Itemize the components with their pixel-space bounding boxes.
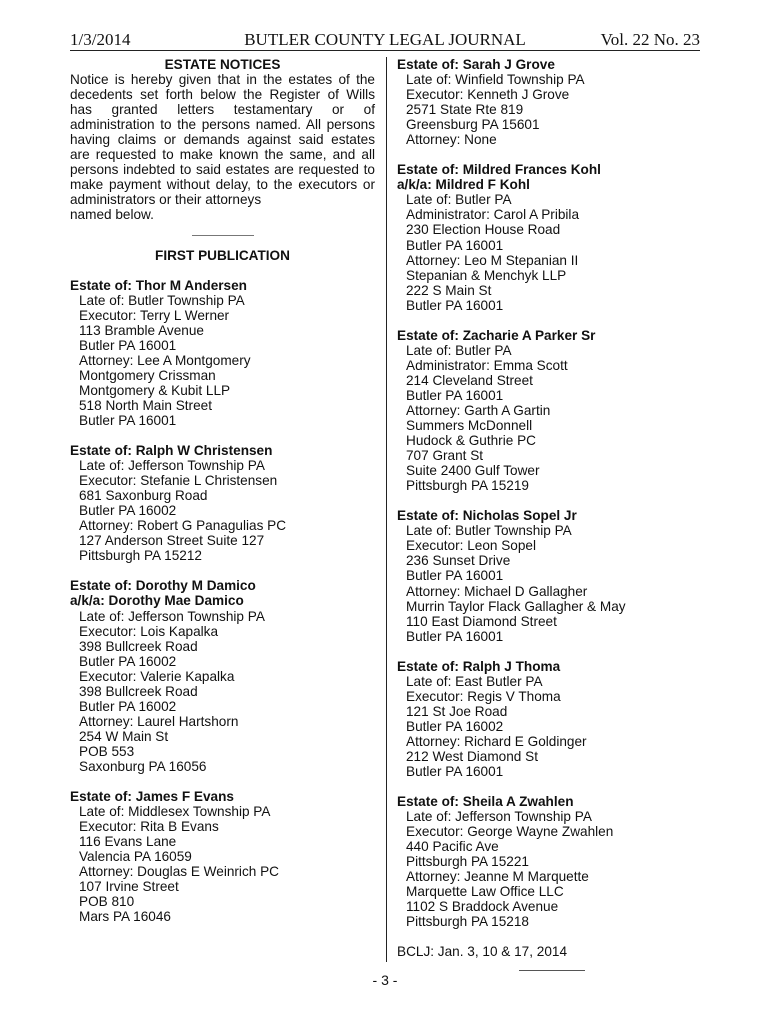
estate-detail-line: Attorney: Douglas E Weinrich PC	[79, 864, 279, 880]
estate-detail-line: Marquette Law Office LLC	[406, 884, 564, 900]
estate-entry	[70, 578, 375, 774]
estate-detail-line: 236 Sunset Drive	[406, 553, 511, 569]
estate-detail-line: Butler PA 16001	[406, 387, 504, 403]
estate-detail-line: Butler PA 16002	[79, 698, 177, 714]
estate-detail-line: Butler PA 16001	[406, 764, 504, 780]
estate-detail-line: Butler PA 16001	[79, 412, 177, 428]
estate-detail-line: Butler PA 16001	[406, 628, 504, 644]
estate-detail-line: Attorney: Garth A Gartin	[406, 402, 551, 418]
estate-entry	[397, 659, 703, 779]
estate-detail-line: Butler PA 16002	[79, 503, 177, 519]
page-header	[70, 30, 700, 51]
header-date: 1/3/2014	[70, 30, 131, 49]
estate-detail-line: 518 North Main Street	[79, 397, 212, 413]
estate-detail-line: Butler PA 16001	[406, 237, 504, 253]
estate-detail-line: Late of: Butler PA	[406, 192, 512, 208]
estate-detail-line: 110 East Diamond Street	[406, 613, 557, 629]
left-column	[70, 57, 375, 939]
estate-detail-line: 222 S Main St	[406, 282, 492, 298]
estate-detail-line: 230 Election House Road	[406, 222, 561, 238]
bclj-publication-dates: BCLJ: Jan. 3, 10 & 17, 2014	[397, 944, 568, 960]
estate-detail-line: Late of: Middlesex Township PA	[79, 804, 271, 820]
page-number: - 3 -	[372, 972, 398, 988]
estate-entry	[397, 162, 703, 312]
estate-detail-line: Executor: Stefanie L Christensen	[79, 473, 278, 489]
estate-detail-line: POB 810	[79, 894, 135, 910]
estate-detail-line: 254 W Main St	[79, 728, 169, 744]
estate-detail-line: Stepanian & Menchyk LLP	[406, 267, 567, 283]
estate-detail-line: Executor: Rita B Evans	[79, 819, 219, 835]
right-column	[397, 57, 703, 971]
estate-name: Estate of: Mildred Frances Kohl	[397, 162, 601, 178]
estate-detail-line: Executor: Valerie Kapalka	[79, 668, 235, 684]
estate-detail-line: Butler PA 16001	[79, 337, 177, 353]
notice-body-text: Notice is hereby given that in the estates of the decedents set forth below the Register of Wills has granted letters testamentary or of administration to the persons named. All persons having claims or demands against said estates are requested to make known the same, and all persons indebted to said estates are requested to make payment without delay, to the executors or administrators or their attorneys	[70, 72, 375, 208]
estate-detail-line: Pittsburgh PA 15221	[406, 854, 529, 870]
estate-detail-line: Administrator: Carol A Pribila	[406, 207, 580, 223]
estate-aka: a/k/a: Dorothy Mae Damico	[70, 593, 244, 609]
estate-detail-line: Late of: Butler PA	[406, 342, 512, 358]
estate-detail-line: 1102 S Braddock Avenue	[406, 899, 559, 915]
estate-detail-line: Pittsburgh PA 15219	[406, 478, 529, 494]
estate-name: Estate of: James F Evans	[70, 789, 234, 805]
estate-detail-line: Attorney: Richard E Goldinger	[406, 733, 587, 749]
estate-detail-line: 113 Bramble Avenue	[79, 322, 204, 338]
estate-entry	[70, 789, 375, 924]
estate-detail-line: POB 553	[79, 743, 135, 759]
estate-entry	[397, 57, 703, 147]
estate-detail-line: Late of: Butler Township PA	[406, 523, 572, 539]
estate-detail-line: Saxonburg PA 16056	[79, 758, 207, 774]
estate-detail-line: Attorney: None	[406, 132, 497, 148]
estate-detail-line: Late of: East Butler PA	[406, 673, 543, 689]
estate-detail-line: Late of: Butler Township PA	[79, 292, 245, 308]
estate-detail-line: Murrin Taylor Flack Gallagher & May	[406, 598, 626, 614]
notices-title: ESTATE NOTICES	[164, 57, 281, 72]
estate-detail-line: Pittsburgh PA 15212	[79, 548, 202, 564]
estate-entry	[70, 278, 375, 428]
estate-entry	[70, 443, 375, 563]
estate-detail-line: Attorney: Leo M Stepanian II	[406, 252, 579, 268]
right-estates-list	[397, 57, 703, 929]
estate-detail-line: Montgomery Crissman	[79, 367, 216, 383]
estate-detail-line: Mars PA 16046	[79, 909, 171, 925]
estate-detail-line: Montgomery & Kubit LLP	[79, 382, 231, 398]
estate-detail-line: Attorney: Laurel Hartshorn	[79, 713, 239, 729]
estate-entry	[397, 508, 703, 643]
estate-detail-line: 121 St Joe Road	[406, 703, 508, 719]
estate-entry	[397, 328, 703, 494]
estate-name: Estate of: Thor M Andersen	[70, 277, 247, 293]
estate-detail-line: 398 Bullcreek Road	[79, 638, 198, 654]
first-publication-heading: FIRST PUBLICATION	[155, 247, 290, 263]
estate-name: Estate of: Zacharie A Parker Sr	[397, 327, 596, 343]
estate-name: Estate of: Dorothy M Damico	[70, 578, 256, 594]
estate-name: Estate of: Sheila A Zwahlen	[397, 794, 574, 810]
estate-detail-line: Valencia PA 16059	[79, 849, 192, 865]
estate-detail-line: Suite 2400 Gulf Tower	[406, 463, 540, 479]
estate-detail-line: 440 Pacific Ave	[406, 839, 499, 855]
estate-detail-line: 127 Anderson Street Suite 127	[79, 533, 265, 549]
estate-detail-line: Attorney: Michael D Gallagher	[406, 583, 588, 599]
estate-detail-line: 107 Irvine Street	[79, 879, 179, 895]
column-divider	[386, 57, 387, 962]
estate-detail-line: Executor: George Wayne Zwahlen	[406, 824, 614, 840]
estate-detail-line: Executor: Terry L Werner	[79, 307, 230, 323]
estate-name: Estate of: Sarah J Grove	[397, 57, 555, 72]
estate-detail-line: Executor: Regis V Thoma	[406, 688, 561, 704]
estate-detail-line: Butler PA 16001	[406, 297, 504, 313]
estate-name: Estate of: Ralph J Thoma	[397, 658, 561, 674]
estate-detail-line: Summers McDonnell	[406, 418, 533, 434]
estate-detail-line: 116 Evans Lane	[79, 834, 177, 850]
left-estates-list	[70, 278, 375, 925]
estate-detail-line: Hudock & Guthrie PC	[406, 433, 536, 449]
journal-title: BUTLER COUNTY LEGAL JOURNAL	[244, 30, 526, 49]
estate-detail-line: Executor: Lois Kapalka	[79, 623, 219, 639]
estate-detail-line: Late of: Jefferson Township PA	[79, 608, 265, 624]
estate-detail-line: Butler PA 16002	[406, 718, 504, 734]
estate-detail-line: 707 Grant St	[406, 448, 484, 464]
estate-detail-line: Late of: Jefferson Township PA	[79, 458, 265, 474]
estate-detail-line: 212 West Diamond St	[406, 748, 538, 764]
estate-entry	[397, 794, 703, 929]
end-separator-line	[519, 970, 585, 971]
notice-body	[70, 72, 375, 222]
estate-name: Estate of: Ralph W Christensen	[70, 443, 273, 459]
estate-name: Estate of: Nicholas Sopel Jr	[397, 508, 577, 524]
estate-detail-line: Attorney: Robert G Panagulias PC	[79, 518, 287, 534]
estate-aka: a/k/a: Mildred F Kohl	[397, 177, 530, 193]
estate-detail-line: 214 Cleveland Street	[406, 372, 533, 388]
estate-detail-line: Pittsburgh PA 15218	[406, 914, 529, 930]
estate-detail-line: 398 Bullcreek Road	[79, 683, 198, 699]
estate-detail-line: 2571 State Rte 819	[406, 102, 524, 118]
separator-line	[192, 235, 254, 236]
volume-number: Vol. 22 No. 23	[600, 30, 700, 49]
estate-detail-line: Executor: Kenneth J Grove	[406, 87, 570, 103]
estate-detail-line: 681 Saxonburg Road	[79, 488, 208, 504]
notice-body-end: named below.	[70, 207, 154, 223]
estate-detail-line: Administrator: Emma Scott	[406, 357, 568, 373]
estate-detail-line: Greensburg PA 15601	[406, 117, 540, 133]
estate-detail-line: Late of: Jefferson Township PA	[406, 809, 592, 825]
estate-detail-line: Late of: Winfield Township PA	[406, 72, 585, 88]
estate-detail-line: Butler PA 16001	[406, 568, 504, 584]
estate-detail-line: Attorney: Jeanne M Marquette	[406, 869, 589, 885]
estate-detail-line: Executor: Leon Sopel	[406, 538, 536, 554]
estate-detail-line: Butler PA 16002	[79, 653, 177, 669]
estate-detail-line: Attorney: Lee A Montgomery	[79, 352, 251, 368]
